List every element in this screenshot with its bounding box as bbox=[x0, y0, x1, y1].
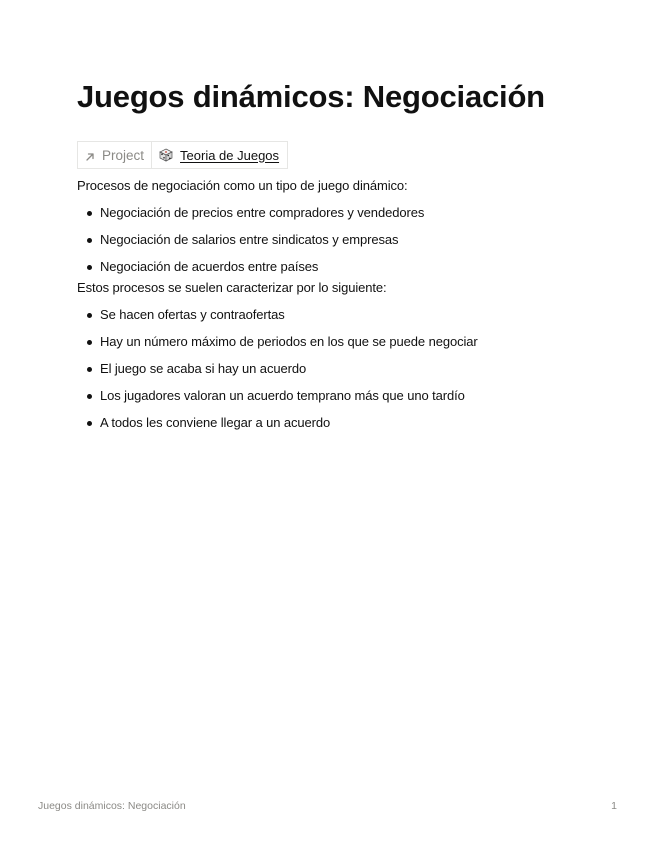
intro-list bbox=[77, 204, 597, 276]
bullet-dot bbox=[87, 265, 92, 270]
list-item: Hay un número máximo de periodos en los que se puede negociar bbox=[77, 333, 597, 351]
dice-icon bbox=[159, 148, 173, 162]
arrow-up-right-icon bbox=[85, 150, 95, 160]
list-item: Los jugadores valoran un acuerdo temprano más que uno tardío bbox=[77, 387, 597, 405]
properties-table bbox=[77, 141, 288, 169]
property-key-label: Project bbox=[102, 147, 145, 163]
list-item: El juego se acaba si hay un acuerdo bbox=[77, 360, 597, 378]
list-item: A todos les conviene llegar a un acuerdo bbox=[77, 414, 597, 432]
characteristics-paragraph: Estos procesos se suelen caracterizar por lo siguiente: bbox=[77, 280, 387, 295]
bullet-dot bbox=[87, 340, 92, 345]
bullet-dot bbox=[87, 394, 92, 399]
footer-page-number: 1 bbox=[611, 800, 617, 812]
bullet-dot bbox=[87, 367, 92, 372]
bullet-dot bbox=[87, 421, 92, 426]
project-link[interactable]: Teoria de Juegos bbox=[180, 147, 280, 163]
bullet-dot bbox=[87, 238, 92, 243]
footer-title: Juegos dinámicos: Negociación bbox=[38, 800, 186, 812]
list-item: Negociación de salarios entre sindicatos y empresas bbox=[77, 231, 597, 249]
property-key-project bbox=[78, 142, 152, 168]
list-item: Negociación de acuerdos entre países bbox=[77, 258, 597, 276]
list-item: Se hacen ofertas y contraofertas bbox=[77, 306, 597, 324]
bullet-dot bbox=[87, 211, 92, 216]
bullet-dot bbox=[87, 313, 92, 318]
list-item: Negociación de precios entre compradores y vendedores bbox=[77, 204, 597, 222]
page-content bbox=[77, 78, 597, 432]
intro-paragraph: Procesos de negociación como un tipo de juego dinámico: bbox=[77, 178, 408, 193]
characteristics-list bbox=[77, 306, 597, 432]
page-title: Juegos dinámicos: Negociación bbox=[77, 79, 545, 114]
property-value-project[interactable] bbox=[152, 142, 287, 168]
